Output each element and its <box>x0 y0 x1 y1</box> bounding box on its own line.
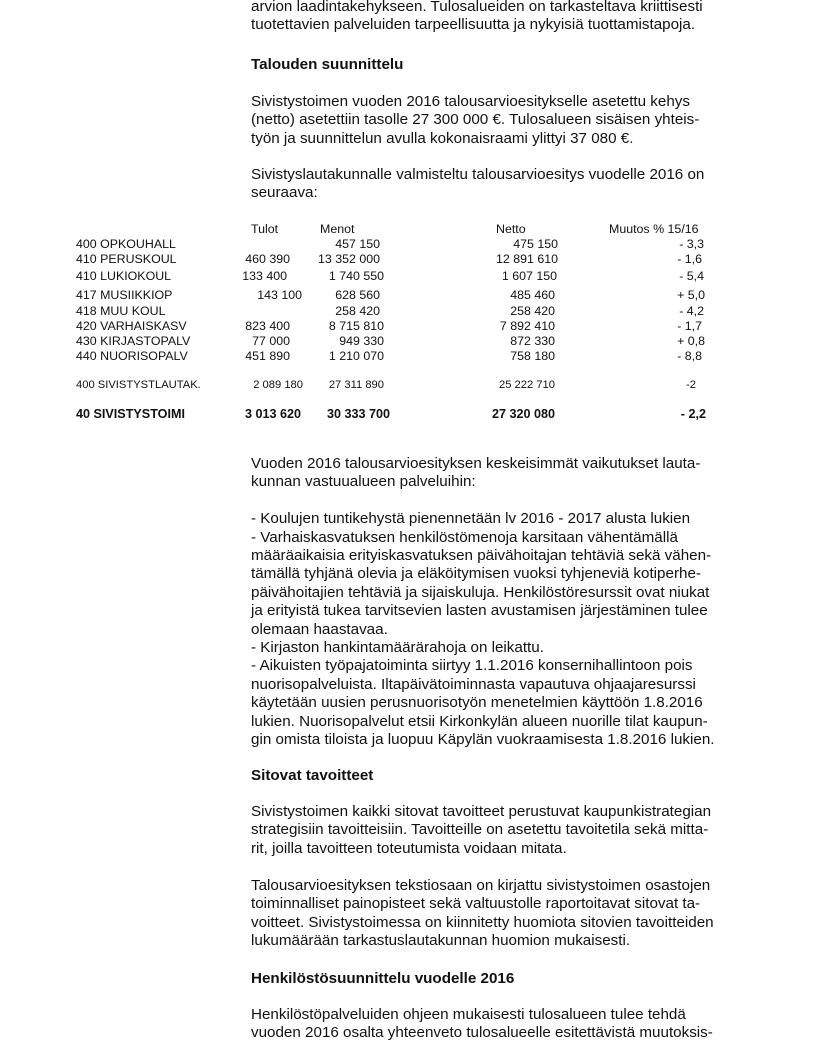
cell-tulot: 143 100 <box>257 288 302 302</box>
cell-menot: 1 210 070 <box>328 349 384 363</box>
sitovat-paragraph-2 <box>251 877 751 951</box>
text-line: tuotettavien palveluiden tarpeellisuutta ja nykyisiä tuottamistapoja. <box>251 16 696 34</box>
text-line: Henkilöstöpalveluiden ohjeen mukaisesti tulosalueen tulee tehdä <box>251 1006 686 1023</box>
cell-unit: 410 LUKIOKOUL <box>76 269 172 283</box>
text-line: työn ja suunnittelun avulla kokonaisraami ylittyi 37 080 €. <box>251 129 634 147</box>
cell-muutos: -2 <box>686 379 696 391</box>
henkilosto-paragraph-1 <box>251 1006 751 1043</box>
cell-unit: 40 SIVISTYSTOIMI <box>76 407 185 421</box>
text-line: Sivistyslautakunnalle valmisteltu talousarvioesitys vuodelle 2016 on <box>251 166 705 183</box>
header-netto: Netto <box>496 222 526 236</box>
header-tulot: Tulot <box>251 222 279 236</box>
cell-menot: 30 333 700 <box>326 407 390 421</box>
cell-muutos: + 5,0 <box>677 288 705 302</box>
text-line: toiminnalliset painopisteet sekä valtuustolle raportoitavat sitovat ta- <box>251 895 701 913</box>
cell-menot: 457 150 <box>335 237 380 251</box>
sitovat-paragraph-1 <box>251 803 751 858</box>
talous-paragraph-2 <box>251 166 751 203</box>
cell-netto: 485 460 <box>510 288 555 302</box>
text-line: Talousarvioesityksen tekstiosaan on kirjattu sivistystoimen osastojen <box>251 877 711 894</box>
text-line: lukumäärään tarkastuslautakunnan huomion mukaisesti. <box>251 932 631 950</box>
cell-unit: 418 MUU KOUL <box>76 304 166 318</box>
cell-tulot: 133 400 <box>242 269 287 283</box>
cell-netto: 475 150 <box>513 237 558 251</box>
text-line: seuraava: <box>251 184 318 202</box>
cell-netto: 27 320 080 <box>491 407 555 421</box>
cell-tulot: 460 390 <box>245 252 290 266</box>
vaikutukset-paragraph <box>251 455 751 750</box>
text-line: (netto) asetettiin tasolle 27 300 000 €. Tulosalueen sisäisen yhteis- <box>251 111 700 129</box>
cell-netto: 7 892 410 <box>499 319 555 333</box>
text-line: rit, joilla tavoitteen toteutumista voidaan mitata. <box>251 839 567 857</box>
cell-unit: 400 SIVISTYSTLAUTAK. <box>76 379 201 391</box>
text-line: ja erityistä tukea tarvitsevien lasten avustamisen järjestäminen tulee <box>251 602 708 620</box>
text-line: Sivistystoimen vuoden 2016 talousarvioesitykselle asetettu kehys <box>251 93 690 110</box>
cell-menot: 949 330 <box>339 334 384 348</box>
header-muutos: Muutos % 15/16 <box>609 222 699 236</box>
cell-unit: 400 OPKOUHALL <box>76 237 176 251</box>
text-line: gin omista tiloista ja luopuu Käpylän vuokraamisesta 1.8.2016 lukien. <box>251 731 715 749</box>
cell-netto: 12 891 610 <box>495 252 558 266</box>
cell-unit: 440 NUORISOPALV <box>76 349 188 363</box>
cell-muutos: - 8,8 <box>677 349 702 363</box>
cell-muutos: - 2,2 <box>680 407 706 421</box>
cell-muutos: - 1,7 <box>677 319 702 333</box>
text-line: Vuoden 2016 talousarvioesityksen keskeisimmät vaikutukset lauta- <box>251 455 701 472</box>
cell-muutos: - 1,6 <box>677 252 702 266</box>
header-menot: Menot <box>320 222 355 236</box>
cell-tulot: 451 890 <box>245 349 290 363</box>
text-line: nuorisopalveluista. Iltapäivätoiminnasta vapautuva ohjaajaresurssi <box>251 675 696 693</box>
intro-paragraph <box>251 0 751 35</box>
bullet-line: - Koulujen tuntikehystä pienennetään lv 2016 - 2017 alusta lukien <box>251 510 691 528</box>
text-line: lukien. Nuorisopalvelut etsii Kirkonkylän alueen nuorille tilat kaupun- <box>251 712 708 730</box>
text-line: vuoden 2016 osalta yhteenveto tulosalueelle esitettävistä muutoksis- <box>251 1024 713 1042</box>
bullet-line: - Varhaiskasvatuksen henkilöstömenoja karsitaan vähentämällä <box>251 528 678 546</box>
cell-unit: 430 KIRJASTOPALV <box>76 334 191 348</box>
cell-muutos: - 5,4 <box>679 269 704 283</box>
bullet-line: - Aikuisten työpajatoiminta siirtyy 1.1.2016 konsernihallintoon pois <box>251 657 693 675</box>
text-line: käytetään uusien perusnuorisotyön menetelmien käyttöön 1.8.2016 <box>251 694 703 712</box>
text-line: voitteet. Sivistystoimessa on kiinnitetty huomiota sitovien tavoitteiden <box>251 913 714 931</box>
cell-netto: 258 420 <box>510 304 555 318</box>
cell-netto: 872 330 <box>510 334 555 348</box>
cell-menot: 258 420 <box>335 304 380 318</box>
cell-unit: 410 PERUSKOUL <box>76 252 177 266</box>
text-line: strategisiin tavoitteisiin. Tavoitteille on asetettu tavoitetila sekä mitta- <box>251 821 709 839</box>
text-line: Sivistystoimen kaikki sitovat tavoitteet perustuvat kaupunkistrategian <box>251 803 712 820</box>
cell-tulot: 2 089 180 <box>253 379 303 391</box>
cell-netto: 758 180 <box>510 349 555 363</box>
cell-netto: 1 607 150 <box>501 269 557 283</box>
bullet-line: - Kirjaston hankintamäärärahoja on leikattu. <box>251 639 544 657</box>
heading-henkilostosuunnittelu: Henkilöstösuunnittelu vuodelle 2016 <box>251 970 515 987</box>
cell-muutos: - 4,2 <box>679 304 704 318</box>
cell-unit: 417 MUSIIKKIOP <box>76 288 173 302</box>
cell-menot: 8 715 810 <box>328 319 384 333</box>
cell-netto: 25 222 710 <box>499 379 555 391</box>
cell-unit: 420 VARHAISKASV <box>76 319 187 333</box>
talous-paragraph-1 <box>251 93 751 148</box>
cell-menot: 13 352 000 <box>317 252 380 266</box>
cell-tulot: 823 400 <box>245 319 290 333</box>
cell-tulot: 77 000 <box>252 334 290 348</box>
text-line: päivähoitajien tehtäviä ja sijaiskuluja. Henkilöstöresurssit ovat niukat <box>251 583 710 601</box>
text-line: määräaikaisia erityiskasvatuksen päivähoitajan tehtäviä sekä vähen- <box>251 547 712 565</box>
text-line: olemaan haastavaa. <box>251 620 388 638</box>
cell-menot: 27 311 890 <box>328 379 384 391</box>
cell-menot: 1 740 550 <box>328 269 384 283</box>
cell-tulot: 3 013 620 <box>244 407 301 421</box>
heading-talouden-suunnittelu: Talouden suunnittelu <box>251 56 404 73</box>
cell-muutos: + 0,8 <box>677 334 705 348</box>
heading-sitovat-tavoitteet: Sitovat tavoitteet <box>251 767 374 784</box>
text-line: arvion laadintakehykseen. Tulosalueiden on tarkasteltava kriittisesti <box>251 0 703 15</box>
cell-menot: 628 560 <box>335 288 380 302</box>
cell-muutos: - 3,3 <box>679 237 704 251</box>
text-line: tämällä tyhjänä olevia ja eläköitymisen vuoksi tyhjeneviä kotiperhe- <box>251 565 701 583</box>
text-line: kunnan vastuualueen palveluihin: <box>251 473 476 491</box>
